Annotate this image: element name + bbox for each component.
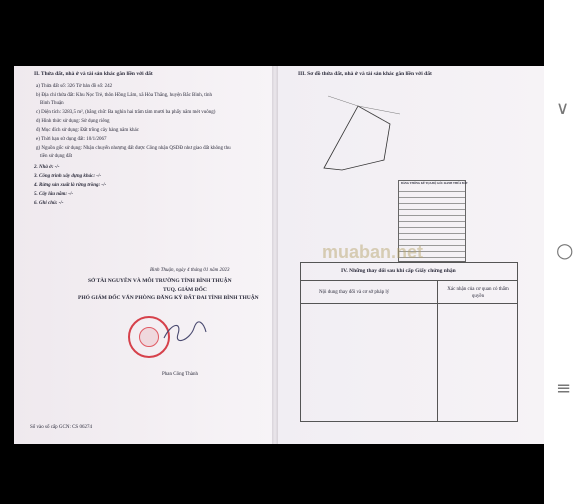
coord-row: [399, 203, 465, 204]
land-line-c: c) Diện tích: 3283,5 m², (bằng chữ: Ba nghìn hai trăm tám mươi ba phẩy năm mét vuông): [36, 110, 216, 115]
handwritten-signature: [160, 318, 210, 344]
asset-house: 2. Nhà ở: -/-: [34, 165, 60, 170]
official-stamp-star: [139, 327, 159, 347]
asset-note: 6. Ghi chú: -/-: [34, 201, 64, 206]
coord-row: [399, 197, 465, 198]
land-line-b1: b) Địa chỉ thửa đất: Khu Nọc Trè, thôn Hồng Lâm, xã Hòa Thắng, huyện Bắc Bình, tỉnh: [36, 93, 213, 98]
asset-construction: 3. Công trình xây dựng khác: -/-: [34, 174, 102, 179]
table-header-divider: [301, 303, 517, 304]
land-line-b2: Bình Thuận: [40, 101, 64, 106]
chevron-down-icon[interactable]: ∨: [556, 98, 570, 119]
signature-date: Bình Thuận, ngày 4 tháng 01 năm 2023: [150, 268, 230, 273]
coord-row: [399, 239, 465, 240]
coord-row: [399, 233, 465, 234]
signer-name: Phan Công Thành: [162, 372, 199, 377]
coordinate-table-title: BẢNG THỐNG KÊ TỌA ĐỘ GÓC RANH THỬA ĐẤT: [401, 182, 468, 185]
section-title-ii: II. Thửa đất, nhà ở và tài sản khác gắn liền với đất: [34, 71, 153, 77]
signature-deputy: PHÓ GIÁM ĐỐC VĂN PHÒNG ĐĂNG KÝ ĐẤT ĐAI TỈNH BÌNH THUẬN: [78, 295, 259, 301]
land-line-g2: tiền sử dụng đất: [40, 154, 73, 159]
coord-row: [399, 191, 465, 192]
menu-icon[interactable]: ≡: [556, 378, 572, 399]
signature-dept: SỞ TÀI NGUYÊN VÀ MÔI TRƯỜNG TỈNH BÌNH THUẬN: [88, 278, 232, 284]
land-line-a: a) Thửa đất số: 326 Tờ bản đồ số: 242: [36, 84, 113, 89]
land-line-dd: đ) Mục đích sử dụng: Đất trồng cây hàng năm khác: [36, 128, 139, 133]
section-title-iii: III. Sơ đồ thửa đất, nhà ở và tài sản khác gắn liền với đất: [298, 71, 432, 77]
parcel-diagram: [318, 90, 406, 180]
page-fold: [272, 66, 278, 444]
watermark-logo: muaban.net: [322, 242, 424, 262]
land-line-e: e) Thời hạn sử dụng đất: 10/1/2067: [36, 137, 107, 142]
coord-row: [399, 227, 465, 228]
asset-forest: 4. Rừng sản xuất là rừng trồng: -/-: [34, 183, 107, 188]
table-column-divider: [437, 280, 438, 421]
land-line-d: d) Hình thức sử dụng: Sử dụng riêng: [36, 119, 110, 124]
circle-icon[interactable]: ○: [556, 238, 574, 262]
entry-number: Số vào sổ cấp GCN: CS 06274: [30, 425, 92, 430]
changes-title: IV. Những thay đổi sau khi cấp Giấy chứng nhận: [341, 268, 456, 274]
coord-row: [399, 215, 465, 216]
land-line-g1: g) Nguồn gốc sử dụng: Nhận chuyển nhượng đất được Công nhận QSDĐ như giao đất không thu: [36, 146, 231, 151]
signature-tuq: TUQ. GIÁM ĐỐC: [163, 287, 207, 293]
col-content-header: Nội dung thay đổi và cơ sở pháp lý: [319, 290, 390, 295]
table-divider: [301, 280, 517, 281]
coord-row: [399, 221, 465, 222]
changes-table: [300, 262, 518, 422]
col-confirm-header: Xác nhận của cơ quan có thẩm quyền: [447, 287, 509, 299]
coord-row: [399, 209, 465, 210]
asset-trees: 5. Cây lâu năm: -/-: [34, 192, 74, 197]
